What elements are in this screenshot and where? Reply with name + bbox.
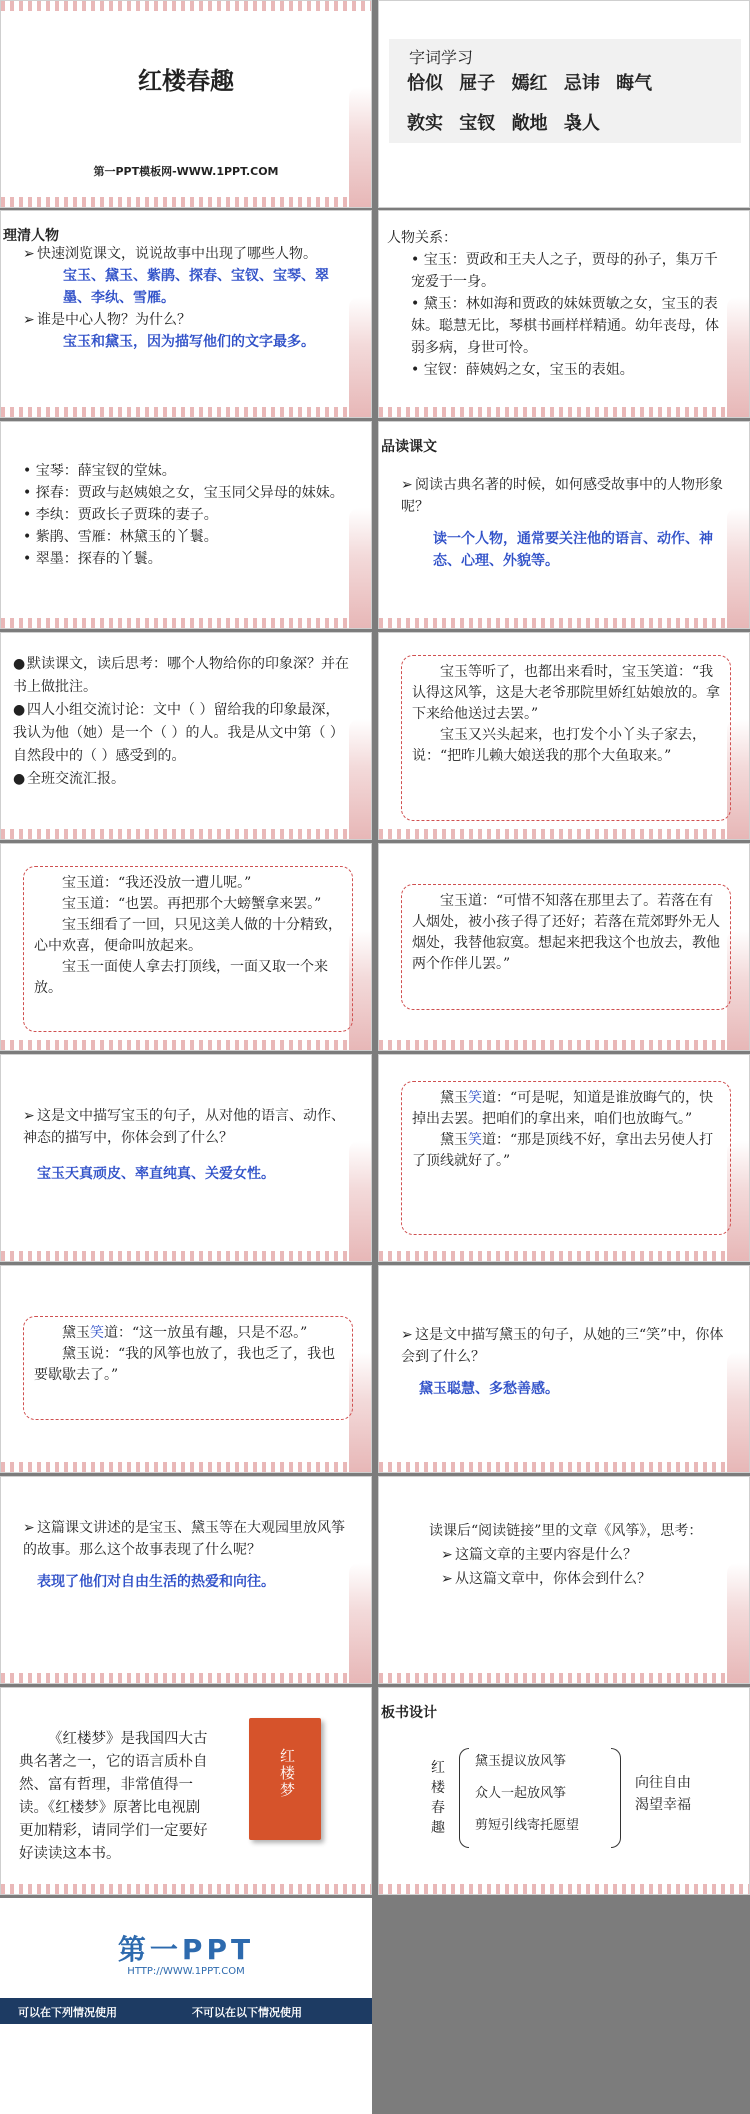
slide-minor-characters: • 宝琴：薛宝钗的堂妹。 • 探春：贾政与赵姨娘之女，宝玉同父异母的妹妹。 • 李纨：贾政长子贾珠的妻子。 • 紫鹃、雪雁：林黛玉的丫鬟。 • 翠墨：探春的丫鬟。: [0, 421, 372, 629]
excerpt-box: 宝玉等听了，也都出来看时，宝玉笑道：“我认得这风筝，这是大老爷那院里娇红姑娘放的。拿下来给他送过去罢。” 宝玉又兴头起来，也打发个小丫头子家去，说：“把昨儿赖大娘送我的那个大鱼取来。”: [401, 655, 731, 821]
subtitle: 第一PPT模板网-WWW.1PPT.COM: [93, 165, 279, 178]
slide-excerpt-4: [378, 1054, 750, 1262]
slide-discussion: ● 默读课文，读后思考：哪个人物给你的印象深？并在书上做批注。 ● 四人小组交流讨论：文中（ ）留给我的印象最深，我认为他（她）是一个（ ）的人。我是从文中第（ ）自然段中的（ ）感受到的。 ● 全班交流汇报。: [0, 632, 372, 840]
slide-reading: 品读课文 ➢ 阅读古典名著的时候，如何感受故事中的人物形象呢？ 读一个人物，通常要关注他的语言、动作、神态、心理、外貌等。: [378, 421, 750, 629]
vocab-row-1: 恰似 屉子 嫣红 忌讳 晦气: [407, 73, 653, 94]
slide-board: 板书设计 红楼春趣 黛玉提议放风筝 众人一起放风筝 剪短引线寄托愿望 向往自由 渴望幸福: [378, 1687, 750, 1895]
slide-excerpt-5: [0, 1265, 372, 1473]
excerpt-box: 宝玉道：“我还没放一遭儿呢。” 宝玉道：“也罢。再把那个大螃蟹拿来罢。” 宝玉细看了一回，只见这美人做的十分精致，心中欢喜，便命叫放起来。 宝玉一面使人拿去打顶线，一面又取一个来放。: [23, 866, 353, 1032]
slide-excerpt-1: [378, 632, 750, 840]
section-title: 板书设计: [381, 1705, 437, 1721]
excerpt-box: 宝玉道：“可惜不知落在那里去了。若落在有人烟处，被小孩子得了还好；若落在荒郊野外无人烟处，我替他寂寞。想起来把我这个也放去，教他两个作伴儿罢。”: [401, 884, 731, 1010]
slide-extension: 读课后“阅读链接”里的文章《风筝》，思考： ➢ 这篇文章的主要内容是什么？ ➢ 从这篇文章中，你体会到什么？: [378, 1476, 750, 1684]
board-left: 红楼春趣: [431, 1760, 445, 1836]
brand-logo: 第一PPT: [117, 1933, 255, 1966]
vocab-row-2: 敦实 宝钗 敞地 袅人: [407, 113, 600, 134]
excerpt-box: 黛玉笑道：“可是呢，知道是谁放晦气的，快掉出去罢。把咱们的拿出来，咱们也放晦气。” 黛玉笑道：“那是顶线不好，拿出去另使人打了顶线就好了。”: [401, 1081, 731, 1235]
excerpt-box: 黛玉笑道：“这一放虽有趣，只是不忍。” 黛玉说：“我的风筝也放了，我也乏了，我也要歇歇去了。”: [23, 1316, 353, 1420]
slide-characters: 理清人物 ➢ 快速浏览课文，说说故事中出现了哪些人物。 宝玉、黛玉、紫鹃、探春、宝钗、宝琴、翠墨、李纨、雪雁。 ➢ 谁是中心人物？为什么？ 宝玉和黛玉，因为描写他们的文字最多。: [0, 210, 372, 418]
slide-brand: [0, 1898, 372, 2114]
slide-theme: ➢ 这篇课文讲述的是宝玉、黛玉等在大观园里放风筝的故事。那么这个故事表现了什么呢？ 表现了他们对自由生活的热爱和向往。: [0, 1476, 372, 1684]
usage-allowed: 可以在下列情况使用: [18, 2006, 117, 2019]
slide-excerpt-2: [0, 843, 372, 1051]
usage-forbidden: 不可以在以下情况使用: [192, 2006, 302, 2019]
slide-excerpt-3: [378, 843, 750, 1051]
section-title: 理清人物: [3, 228, 59, 244]
board-items: 黛玉提议放风筝 众人一起放风筝 剪短引线寄托愿望: [475, 1754, 580, 1833]
left-brace: [459, 1748, 469, 1848]
slide-relations: 人物关系： • 宝玉：贾政和王夫人之子，贾母的孙子，集万千宠爱于一身。 • 黛玉：林如海和贾政的妹妹贾敏之女，宝玉的表妹。聪慧无比，琴棋书画样样精通。幼年丧母，体弱多病，身世可怜。 • 宝钗：薛姨妈之女，宝玉的表姐。: [378, 210, 750, 418]
brand-url: HTTP://WWW.1PPT.COM: [127, 1966, 245, 1977]
vocab-label: 字词学习: [409, 48, 474, 67]
slide-recommend: 《红楼梦》是我国四大古典名著之一，它的语言质朴自然、富有哲理，非常值得一读。《红楼梦》原著比电视剧更加精彩，请同学们一定要好好读读这本书。 红楼梦: [0, 1687, 372, 1895]
slide-daiyu-analysis: ➢ 这是文中描写黛玉的句子，从她的三“笑”中，你体会到了什么？ 黛玉聪慧、多愁善感。: [378, 1265, 750, 1473]
section-title: 品读课文: [381, 439, 437, 455]
page-title: 红楼春趣: [138, 66, 234, 95]
right-brace: [611, 1748, 621, 1848]
slide-title: [0, 0, 372, 208]
book-cover: 红楼梦: [249, 1718, 321, 1840]
slide-baoyu-analysis: ➢ 这是文中描写宝玉的句子，从对他的语言、动作、神态的描写中，你体会到了什么？ 宝玉天真顽皮、率直纯真、关爱女性。: [0, 1054, 372, 1262]
slide-vocab: [378, 0, 750, 208]
